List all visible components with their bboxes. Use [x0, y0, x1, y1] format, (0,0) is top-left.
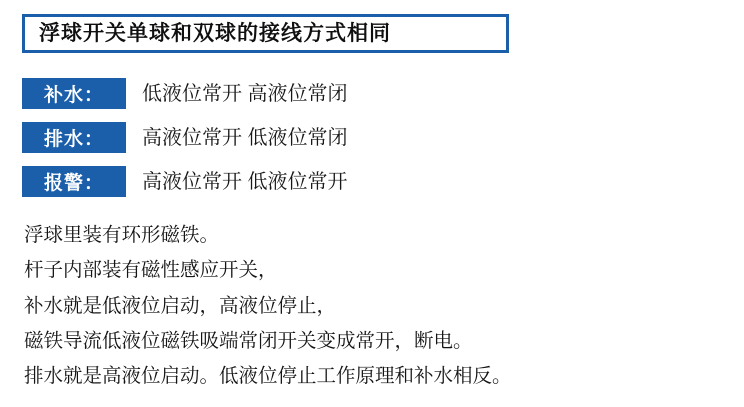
page-title: 浮球开关单球和双球的接线方式相同 [39, 22, 391, 45]
status-badge: 报警： [22, 166, 126, 197]
note-line: 排水就是高液位启动。低液位停止工作原理和补水相反。 [24, 365, 512, 388]
status-badge: 补水： [22, 78, 126, 109]
list-item [22, 122, 622, 153]
list-item-description: 低液位常开 高液位常闭 [142, 82, 348, 105]
status-badge: 排水： [22, 122, 126, 153]
note-line: 补水就是低液位启动，高液位停止， [24, 294, 337, 317]
note-line: 浮球里装有环形磁铁。 [24, 224, 220, 246]
note-line: 杆子内部装有磁性感应开关， [24, 259, 278, 282]
list-item [22, 166, 622, 197]
list-item-description: 高液位常开 低液位常闭 [142, 126, 348, 149]
list-item-description: 高液位常开 低液位常开 [142, 170, 348, 193]
note-line: 磁铁导流低液位磁铁吸端常闭开关变成常开，断电。 [24, 329, 473, 352]
list-item [22, 78, 622, 109]
notes-block [24, 222, 724, 399]
mode-list [22, 78, 622, 210]
title-banner [22, 14, 509, 53]
